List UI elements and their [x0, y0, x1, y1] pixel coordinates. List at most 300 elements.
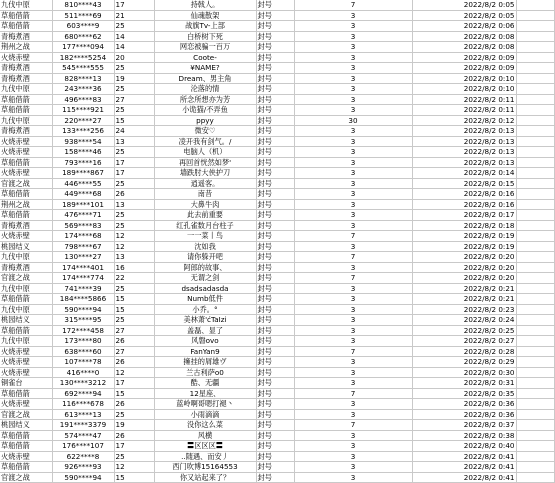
- date-cell[interactable]: 2022/8/2 0:17: [412, 210, 516, 221]
- type-cell[interactable]: 封号: [256, 105, 294, 116]
- empty-cell[interactable]: [516, 136, 554, 147]
- name-cell[interactable]: 红孔雀数月台柱子: [154, 220, 256, 231]
- org-cell[interactable]: 九伐中原: [0, 115, 52, 126]
- type-cell[interactable]: 封号: [256, 231, 294, 242]
- days-cell[interactable]: 3: [294, 73, 412, 84]
- uid-cell[interactable]: 315****95: [52, 315, 114, 326]
- org-cell[interactable]: 火烧赤壁: [0, 52, 52, 63]
- level-cell[interactable]: 25: [114, 84, 154, 95]
- date-cell[interactable]: 2022/8/2 0:11: [412, 94, 516, 105]
- name-cell[interactable]: 请你躲开吧: [154, 252, 256, 263]
- days-cell[interactable]: 3: [294, 430, 412, 441]
- uid-cell[interactable]: 174****68: [52, 231, 114, 242]
- type-cell[interactable]: 封号: [256, 441, 294, 452]
- date-cell[interactable]: 2022/8/2 0:24: [412, 315, 516, 326]
- type-cell[interactable]: 封号: [256, 304, 294, 315]
- level-cell[interactable]: 19: [114, 73, 154, 84]
- level-cell[interactable]: 15: [114, 472, 154, 483]
- type-cell[interactable]: 封号: [256, 220, 294, 231]
- date-cell[interactable]: 2022/8/2 0:21: [412, 283, 516, 294]
- org-cell[interactable]: 火烧赤壁: [0, 147, 52, 158]
- empty-cell[interactable]: [516, 84, 554, 95]
- days-cell[interactable]: 7: [294, 273, 412, 284]
- level-cell[interactable]: 26: [114, 189, 154, 200]
- type-cell[interactable]: 封号: [256, 21, 294, 32]
- level-cell[interactable]: 25: [114, 220, 154, 231]
- empty-cell[interactable]: [516, 42, 554, 53]
- uid-cell[interactable]: 496****83: [52, 94, 114, 105]
- name-cell[interactable]: Coote-: [154, 52, 256, 63]
- date-cell[interactable]: 2022/8/2 0:31: [412, 378, 516, 389]
- org-cell[interactable]: 草船借箭: [0, 294, 52, 305]
- empty-cell[interactable]: [516, 346, 554, 357]
- days-cell[interactable]: 3: [294, 241, 412, 252]
- name-cell[interactable]: 擁挂的屑雄ヴ: [154, 357, 256, 368]
- uid-cell[interactable]: 622****8: [52, 451, 114, 462]
- type-cell[interactable]: 封号: [256, 199, 294, 210]
- name-cell[interactable]: 兰古利萨o0: [154, 367, 256, 378]
- date-cell[interactable]: 2022/8/2 0:20: [412, 252, 516, 263]
- name-cell[interactable]: 再回首恍然如梦': [154, 157, 256, 168]
- uid-cell[interactable]: 680****62: [52, 31, 114, 42]
- level-cell[interactable]: 17: [114, 168, 154, 179]
- days-cell[interactable]: 7: [294, 388, 412, 399]
- days-cell[interactable]: 7: [294, 252, 412, 263]
- uid-cell[interactable]: 182****5254: [52, 52, 114, 63]
- org-cell[interactable]: 火烧赤壁: [0, 399, 52, 410]
- date-cell[interactable]: 2022/8/2 0:37: [412, 420, 516, 431]
- org-cell[interactable]: 草船借箭: [0, 105, 52, 116]
- type-cell[interactable]: 封号: [256, 210, 294, 221]
- name-cell[interactable]: 小诡猫/不弄鱼: [154, 105, 256, 116]
- days-cell[interactable]: 7: [294, 0, 412, 10]
- level-cell[interactable]: 20: [114, 52, 154, 63]
- empty-cell[interactable]: [516, 21, 554, 32]
- days-cell[interactable]: 3: [294, 294, 412, 305]
- days-cell[interactable]: 3: [294, 147, 412, 158]
- empty-cell[interactable]: [516, 262, 554, 273]
- name-cell[interactable]: 美林萧'ćTaIzi: [154, 315, 256, 326]
- name-cell[interactable]: Dream、男主角: [154, 73, 256, 84]
- empty-cell[interactable]: [516, 472, 554, 483]
- level-cell[interactable]: 15: [114, 304, 154, 315]
- org-cell[interactable]: 草船借箭: [0, 441, 52, 452]
- level-cell[interactable]: 15: [114, 388, 154, 399]
- uid-cell[interactable]: 590****94: [52, 472, 114, 483]
- date-cell[interactable]: 2022/8/2 0:09: [412, 63, 516, 74]
- uid-cell[interactable]: 115****921: [52, 105, 114, 116]
- org-cell[interactable]: 草船借箭: [0, 430, 52, 441]
- empty-cell[interactable]: [516, 420, 554, 431]
- uid-cell[interactable]: 189****867: [52, 168, 114, 179]
- type-cell[interactable]: 封号: [256, 178, 294, 189]
- type-cell[interactable]: 封号: [256, 84, 294, 95]
- org-cell[interactable]: 青梅煮酒: [0, 220, 52, 231]
- empty-cell[interactable]: [516, 336, 554, 347]
- org-cell[interactable]: 官渡之战: [0, 472, 52, 483]
- level-cell[interactable]: 19: [114, 420, 154, 431]
- uid-cell[interactable]: 220****27: [52, 115, 114, 126]
- type-cell[interactable]: 封号: [256, 0, 294, 10]
- name-cell[interactable]: 风横: [154, 430, 256, 441]
- empty-cell[interactable]: [516, 231, 554, 242]
- level-cell[interactable]: 14: [114, 42, 154, 53]
- level-cell[interactable]: 12: [114, 241, 154, 252]
- name-cell[interactable]: 电脑人（机）: [154, 147, 256, 158]
- name-cell[interactable]: 墙跌肘大侠护刀: [154, 168, 256, 179]
- level-cell[interactable]: 25: [114, 105, 154, 116]
- level-cell[interactable]: 25: [114, 409, 154, 420]
- name-cell[interactable]: 12星座、: [154, 388, 256, 399]
- days-cell[interactable]: 3: [294, 178, 412, 189]
- empty-cell[interactable]: [516, 367, 554, 378]
- date-cell[interactable]: 2022/8/2 0:05: [412, 0, 516, 10]
- type-cell[interactable]: 封号: [256, 315, 294, 326]
- days-cell[interactable]: 3: [294, 378, 412, 389]
- uid-cell[interactable]: 590****94: [52, 304, 114, 315]
- date-cell[interactable]: 2022/8/2 0:05: [412, 10, 516, 21]
- date-cell[interactable]: 2022/8/2 0:11: [412, 105, 516, 116]
- type-cell[interactable]: 封号: [256, 94, 294, 105]
- name-cell[interactable]: 西门吹博15164553: [154, 462, 256, 473]
- org-cell[interactable]: 九伐中原: [0, 283, 52, 294]
- days-cell[interactable]: 7: [294, 231, 412, 242]
- uid-cell[interactable]: 810****43: [52, 0, 114, 10]
- uid-cell[interactable]: 176****107: [52, 441, 114, 452]
- uid-cell[interactable]: 603****9: [52, 21, 114, 32]
- type-cell[interactable]: 封号: [256, 136, 294, 147]
- level-cell[interactable]: 24: [114, 126, 154, 137]
- days-cell[interactable]: 3: [294, 304, 412, 315]
- level-cell[interactable]: 25: [114, 147, 154, 158]
- org-cell[interactable]: 火烧赤壁: [0, 168, 52, 179]
- name-cell[interactable]: dsadsadasda: [154, 283, 256, 294]
- name-cell[interactable]: ¥NAME?: [154, 63, 256, 74]
- type-cell[interactable]: 封号: [256, 42, 294, 53]
- date-cell[interactable]: 2022/8/2 0:19: [412, 231, 516, 242]
- uid-cell[interactable]: 638****60: [52, 346, 114, 357]
- level-cell[interactable]: 15: [114, 294, 154, 305]
- date-cell[interactable]: 2022/8/2 0:27: [412, 336, 516, 347]
- org-cell[interactable]: 火烧赤壁: [0, 367, 52, 378]
- level-cell[interactable]: 25: [114, 283, 154, 294]
- org-cell[interactable]: 九伐中原: [0, 336, 52, 347]
- level-cell[interactable]: 15: [114, 115, 154, 126]
- type-cell[interactable]: 封号: [256, 294, 294, 305]
- empty-cell[interactable]: [516, 388, 554, 399]
- org-cell[interactable]: 官渡之战: [0, 273, 52, 284]
- name-cell[interactable]: 持戟人。: [154, 0, 256, 10]
- org-cell[interactable]: 青梅煮酒: [0, 262, 52, 273]
- level-cell[interactable]: 16: [114, 262, 154, 273]
- type-cell[interactable]: 封号: [256, 262, 294, 273]
- org-cell[interactable]: 青梅煮酒: [0, 63, 52, 74]
- level-cell[interactable]: 25: [114, 178, 154, 189]
- empty-cell[interactable]: [516, 441, 554, 452]
- date-cell[interactable]: 2022/8/2 0:13: [412, 136, 516, 147]
- date-cell[interactable]: 2022/8/2 0:10: [412, 84, 516, 95]
- empty-cell[interactable]: [516, 315, 554, 326]
- name-cell[interactable]: 小雨滴滴: [154, 409, 256, 420]
- date-cell[interactable]: 2022/8/2 0:36: [412, 399, 516, 410]
- type-cell[interactable]: 封号: [256, 10, 294, 21]
- org-cell[interactable]: 草船借箭: [0, 189, 52, 200]
- days-cell[interactable]: 3: [294, 42, 412, 53]
- org-cell[interactable]: 火烧赤壁: [0, 357, 52, 368]
- type-cell[interactable]: 封号: [256, 157, 294, 168]
- type-cell[interactable]: 封号: [256, 252, 294, 263]
- name-cell[interactable]: 大鼻牛肉: [154, 199, 256, 210]
- level-cell[interactable]: 27: [114, 325, 154, 336]
- type-cell[interactable]: 封号: [256, 399, 294, 410]
- org-cell[interactable]: 铜雀台: [0, 378, 52, 389]
- uid-cell[interactable]: 569****83: [52, 220, 114, 231]
- org-cell[interactable]: 官渡之战: [0, 409, 52, 420]
- name-cell[interactable]: 沈如我: [154, 241, 256, 252]
- name-cell[interactable]: 〓区区区〓: [154, 441, 256, 452]
- level-cell[interactable]: 25: [114, 21, 154, 32]
- level-cell[interactable]: 26: [114, 430, 154, 441]
- days-cell[interactable]: 3: [294, 472, 412, 483]
- name-cell[interactable]: 网恋被骗一百万: [154, 42, 256, 53]
- date-cell[interactable]: 2022/8/2 0:18: [412, 220, 516, 231]
- org-cell[interactable]: 草船借箭: [0, 210, 52, 221]
- org-cell[interactable]: 九伐中原: [0, 252, 52, 263]
- date-cell[interactable]: 2022/8/2 0:13: [412, 147, 516, 158]
- empty-cell[interactable]: [516, 63, 554, 74]
- date-cell[interactable]: 2022/8/2 0:14: [412, 168, 516, 179]
- uid-cell[interactable]: 116****678: [52, 399, 114, 410]
- name-cell[interactable]: 白桥树下死: [154, 31, 256, 42]
- empty-cell[interactable]: [516, 0, 554, 10]
- empty-cell[interactable]: [516, 451, 554, 462]
- empty-cell[interactable]: [516, 430, 554, 441]
- org-cell[interactable]: 九伐中原: [0, 0, 52, 10]
- name-cell[interactable]: 沦落的情: [154, 84, 256, 95]
- days-cell[interactable]: 3: [294, 283, 412, 294]
- uid-cell[interactable]: 133****256: [52, 126, 114, 137]
- type-cell[interactable]: 封号: [256, 462, 294, 473]
- empty-cell[interactable]: [516, 273, 554, 284]
- name-cell[interactable]: FanYan9: [154, 346, 256, 357]
- empty-cell[interactable]: [516, 147, 554, 158]
- org-cell[interactable]: 桃园结义: [0, 420, 52, 431]
- uid-cell[interactable]: 613****13: [52, 409, 114, 420]
- uid-cell[interactable]: 107****78: [52, 357, 114, 368]
- days-cell[interactable]: 3: [294, 409, 412, 420]
- days-cell[interactable]: 3: [294, 168, 412, 179]
- name-cell[interactable]: 蓝岭啊哥嗯打褪丶: [154, 399, 256, 410]
- org-cell[interactable]: 火烧赤壁: [0, 346, 52, 357]
- empty-cell[interactable]: [516, 220, 554, 231]
- uid-cell[interactable]: 741****39: [52, 283, 114, 294]
- type-cell[interactable]: 封号: [256, 472, 294, 483]
- name-cell[interactable]: ppyy: [154, 115, 256, 126]
- level-cell[interactable]: 12: [114, 231, 154, 242]
- type-cell[interactable]: 封号: [256, 388, 294, 399]
- org-cell[interactable]: 火烧赤壁: [0, 451, 52, 462]
- date-cell[interactable]: 2022/8/2 0:13: [412, 126, 516, 137]
- level-cell[interactable]: 17: [114, 378, 154, 389]
- days-cell[interactable]: 3: [294, 325, 412, 336]
- name-cell[interactable]: 南昔: [154, 189, 256, 200]
- type-cell[interactable]: 封号: [256, 147, 294, 158]
- empty-cell[interactable]: [516, 294, 554, 305]
- type-cell[interactable]: 封号: [256, 451, 294, 462]
- type-cell[interactable]: 封号: [256, 325, 294, 336]
- name-cell[interactable]: 此去前重要: [154, 210, 256, 221]
- name-cell[interactable]: 战旗Tv-上部: [154, 21, 256, 32]
- level-cell[interactable]: 25: [114, 315, 154, 326]
- uid-cell[interactable]: 574****47: [52, 430, 114, 441]
- type-cell[interactable]: 封号: [256, 168, 294, 179]
- type-cell[interactable]: 封号: [256, 357, 294, 368]
- type-cell[interactable]: 封号: [256, 420, 294, 431]
- date-cell[interactable]: 2022/8/2 0:20: [412, 262, 516, 273]
- type-cell[interactable]: 封号: [256, 283, 294, 294]
- uid-cell[interactable]: 938****54: [52, 136, 114, 147]
- org-cell[interactable]: 草船借箭: [0, 157, 52, 168]
- name-cell[interactable]: 没你这么菜: [154, 420, 256, 431]
- org-cell[interactable]: 青梅煮酒: [0, 126, 52, 137]
- date-cell[interactable]: 2022/8/2 0:35: [412, 388, 516, 399]
- days-cell[interactable]: 3: [294, 31, 412, 42]
- empty-cell[interactable]: [516, 94, 554, 105]
- level-cell[interactable]: 25: [114, 451, 154, 462]
- org-cell[interactable]: 荆州之战: [0, 42, 52, 53]
- uid-cell[interactable]: 130****27: [52, 252, 114, 263]
- uid-cell[interactable]: 173****80: [52, 336, 114, 347]
- level-cell[interactable]: 26: [114, 399, 154, 410]
- org-cell[interactable]: 草船借箭: [0, 94, 52, 105]
- uid-cell[interactable]: 449****68: [52, 189, 114, 200]
- name-cell[interactable]: 所念所想亦为芳: [154, 94, 256, 105]
- date-cell[interactable]: 2022/8/2 0:10: [412, 73, 516, 84]
- type-cell[interactable]: 封号: [256, 367, 294, 378]
- uid-cell[interactable]: 172****458: [52, 325, 114, 336]
- days-cell[interactable]: 3: [294, 262, 412, 273]
- days-cell[interactable]: 30: [294, 115, 412, 126]
- level-cell[interactable]: 26: [114, 357, 154, 368]
- days-cell[interactable]: 3: [294, 84, 412, 95]
- uid-cell[interactable]: 184****5866: [52, 294, 114, 305]
- level-cell[interactable]: 27: [114, 94, 154, 105]
- type-cell[interactable]: 封号: [256, 73, 294, 84]
- empty-cell[interactable]: [516, 241, 554, 252]
- org-cell[interactable]: 青梅煮酒: [0, 31, 52, 42]
- date-cell[interactable]: 2022/8/2 0:12: [412, 115, 516, 126]
- level-cell[interactable]: 26: [114, 336, 154, 347]
- level-cell[interactable]: 13: [114, 199, 154, 210]
- date-cell[interactable]: 2022/8/2 0:41: [412, 451, 516, 462]
- uid-cell[interactable]: 446****55: [52, 178, 114, 189]
- org-cell[interactable]: 草船借箭: [0, 10, 52, 21]
- uid-cell[interactable]: 793****16: [52, 157, 114, 168]
- name-cell[interactable]: 盖磊、显了: [154, 325, 256, 336]
- type-cell[interactable]: 封号: [256, 378, 294, 389]
- empty-cell[interactable]: [516, 399, 554, 410]
- name-cell[interactable]: ..随遇、而安丿: [154, 451, 256, 462]
- uid-cell[interactable]: 476****71: [52, 210, 114, 221]
- name-cell[interactable]: 风磐ovo: [154, 336, 256, 347]
- level-cell[interactable]: 17: [114, 157, 154, 168]
- org-cell[interactable]: 草船借箭: [0, 388, 52, 399]
- level-cell[interactable]: 25: [114, 63, 154, 74]
- level-cell[interactable]: 22: [114, 273, 154, 284]
- empty-cell[interactable]: [516, 199, 554, 210]
- level-cell[interactable]: 13: [114, 136, 154, 147]
- empty-cell[interactable]: [516, 357, 554, 368]
- org-cell[interactable]: 荆州之战: [0, 199, 52, 210]
- date-cell[interactable]: 2022/8/2 0:25: [412, 325, 516, 336]
- level-cell[interactable]: 14: [114, 31, 154, 42]
- name-cell[interactable]: 你又站起来了？: [154, 472, 256, 483]
- days-cell[interactable]: 3: [294, 451, 412, 462]
- type-cell[interactable]: 封号: [256, 31, 294, 42]
- days-cell[interactable]: 3: [294, 210, 412, 221]
- empty-cell[interactable]: [516, 189, 554, 200]
- days-cell[interactable]: 3: [294, 21, 412, 32]
- date-cell[interactable]: 2022/8/2 0:41: [412, 462, 516, 473]
- empty-cell[interactable]: [516, 283, 554, 294]
- type-cell[interactable]: 封号: [256, 336, 294, 347]
- empty-cell[interactable]: [516, 157, 554, 168]
- level-cell[interactable]: 21: [114, 10, 154, 21]
- uid-cell[interactable]: 798****67: [52, 241, 114, 252]
- org-cell[interactable]: 九伐中原: [0, 304, 52, 315]
- date-cell[interactable]: 2022/8/2 0:40: [412, 441, 516, 452]
- date-cell[interactable]: 2022/8/2 0:08: [412, 31, 516, 42]
- type-cell[interactable]: 封号: [256, 115, 294, 126]
- type-cell[interactable]: 封号: [256, 52, 294, 63]
- org-cell[interactable]: 草船借箭: [0, 21, 52, 32]
- days-cell[interactable]: 3: [294, 126, 412, 137]
- org-cell[interactable]: 官渡之战: [0, 178, 52, 189]
- date-cell[interactable]: 2022/8/2 0:29: [412, 357, 516, 368]
- days-cell[interactable]: 3: [294, 441, 412, 452]
- empty-cell[interactable]: [516, 105, 554, 116]
- days-cell[interactable]: 7: [294, 346, 412, 357]
- uid-cell[interactable]: 158****46: [52, 147, 114, 158]
- empty-cell[interactable]: [516, 73, 554, 84]
- name-cell[interactable]: 酷、无疆: [154, 378, 256, 389]
- days-cell[interactable]: 3: [294, 462, 412, 473]
- days-cell[interactable]: 3: [294, 52, 412, 63]
- org-cell[interactable]: 桃园结义: [0, 241, 52, 252]
- level-cell[interactable]: 17: [114, 0, 154, 10]
- uid-cell[interactable]: 545****555: [52, 63, 114, 74]
- days-cell[interactable]: 3: [294, 199, 412, 210]
- empty-cell[interactable]: [516, 210, 554, 221]
- uid-cell[interactable]: 191****3379: [52, 420, 114, 431]
- uid-cell[interactable]: 243****36: [52, 84, 114, 95]
- date-cell[interactable]: 2022/8/2 0:21: [412, 294, 516, 305]
- level-cell[interactable]: 17: [114, 441, 154, 452]
- uid-cell[interactable]: 174****774: [52, 273, 114, 284]
- level-cell[interactable]: 12: [114, 367, 154, 378]
- empty-cell[interactable]: [516, 115, 554, 126]
- empty-cell[interactable]: [516, 252, 554, 263]
- date-cell[interactable]: 2022/8/2 0:30: [412, 367, 516, 378]
- type-cell[interactable]: 封号: [256, 409, 294, 420]
- date-cell[interactable]: 2022/8/2 0:20: [412, 273, 516, 284]
- days-cell[interactable]: 3: [294, 336, 412, 347]
- empty-cell[interactable]: [516, 10, 554, 21]
- level-cell[interactable]: 25: [114, 210, 154, 221]
- type-cell[interactable]: 封号: [256, 241, 294, 252]
- date-cell[interactable]: 2022/8/2 0:09: [412, 52, 516, 63]
- type-cell[interactable]: 封号: [256, 126, 294, 137]
